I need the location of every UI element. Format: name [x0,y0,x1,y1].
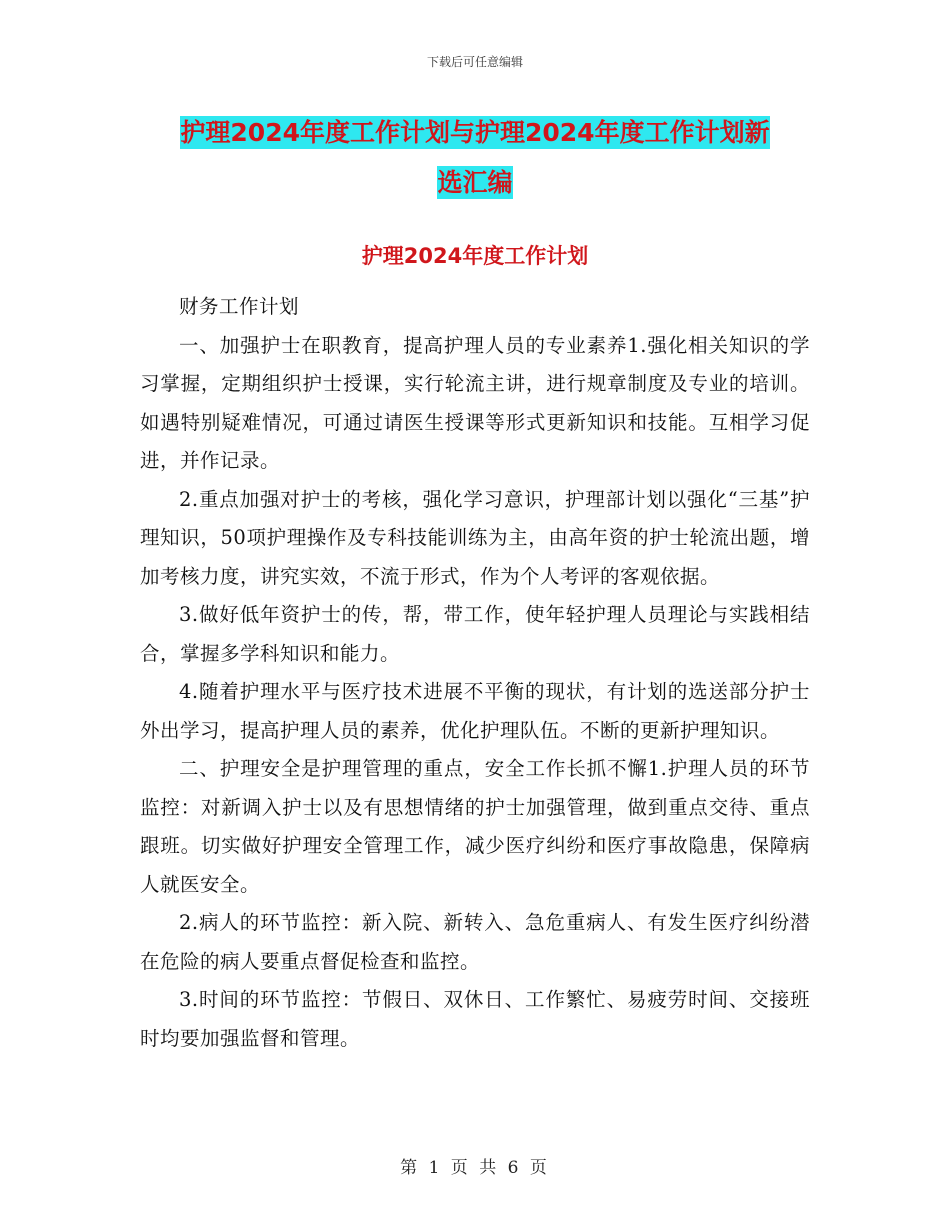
page-footer: 第 1 页 共 6 页 [400,1158,550,1178]
section-title: 护理2024年度工作计划 [361,244,589,268]
document-title [140,108,810,208]
paragraph-section-two: 二、护理安全是护理管理的重点，安全工作长抓不懈1.护理人员的环节监控：对新调入护士以及有思想情绪的护士加强管理，做到重点交待、重点跟班。切实做好护理安全管理工作，减少医疗纠纷和医疗事故隐患，保障病人就医安全。 [140,757,810,896]
paragraph-time-monitoring: 3.时间的环节监控：节假日、双休日、工作繁忙、易疲劳时间、交接班时均要加强监督和管理。 [140,988,810,1050]
paragraph-item-3: 3.做好低年资护士的传，帮，带工作，使年轻护理人员理论与实践相结合，掌握多学科知识和能力。 [140,603,810,665]
paragraph-section-one: 一、加强护士在职教育，提高护理人员的专业素养1.强化相关知识的学习掌握，定期组织护士授课，实行轮流主讲，进行规章制度及专业的培训。如遇特别疑难情况，可通过请医生授课等形式更新知识和技能。互相学习促进，并作记录。 [140,333,810,472]
paragraph-item-2: 2.重点加强对护士的考核，强化学习意识，护理部计划以强化“三基”护理知识，50项护理操作及专科技能训练为主，由高年资的护士轮流出题，增加考核力度，讲究实效，不流于形式，作为个人考评的客观依据。 [140,487,810,588]
document-body [140,288,810,1058]
document-title-line-1: 护理2024年度工作计划与护理2024年度工作计划新 [180,118,770,147]
document-title-line-2: 选汇编 [437,168,513,197]
paragraph-patient-monitoring: 2.病人的环节监控：新入院、新转入、急危重病人、有发生医疗纠纷潜在危险的病人要重点督促检查和监控。 [140,911,810,973]
header-note: 下载后可任意编辑 [426,55,523,69]
paragraph-finance-plan: 财务工作计划 [179,295,300,318]
paragraph-item-4: 4.随着护理水平与医疗技术进展不平衡的现状，有计划的选送部分护士外出学习，提高护理人员的素养，优化护理队伍。不断的更新护理知识。 [140,680,810,742]
